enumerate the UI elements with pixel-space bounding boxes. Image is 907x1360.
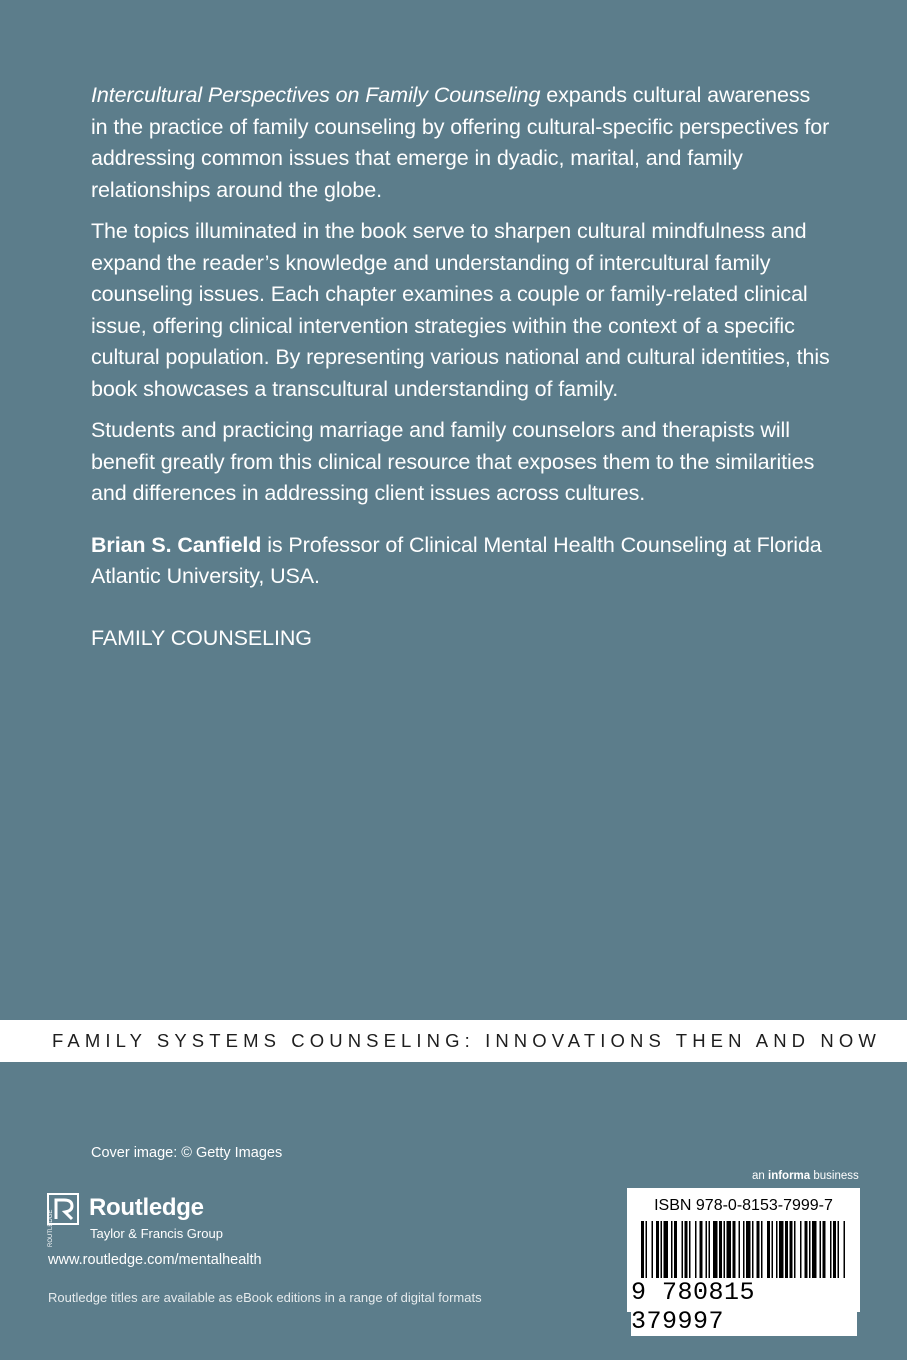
author-bio [91,530,831,593]
informa-prefix: an [752,1170,768,1182]
series-band [0,1020,907,1062]
author-name: Brian S. Canfield [91,532,262,557]
publisher-group: Taylor & Francis Group [90,1226,223,1241]
back-cover-blurb [91,80,831,664]
isbn-barcode [627,1188,860,1336]
ebook-note: Routledge titles are available as eBook editions in a range of digital formats [48,1290,482,1305]
publisher-logo [47,1193,267,1248]
informa-business-label [752,1170,859,1182]
publisher-url[interactable]: www.routledge.com/mentalhealth [48,1252,262,1268]
blurb-paragraph-3: Students and practicing marriage and family counselors and therapists will benefit greatly from this clinical resource that exposes them to the similarities and differences in addressing client issues across cultures. [91,418,815,505]
book-title: Intercultural Perspectives on Family Counseling [91,83,541,107]
svg-text:ROUTLEDGE: ROUTLEDGE [48,1209,54,1247]
isbn-label: ISBN 978-0-8153-7999-7 [654,1197,833,1214]
informa-brand: informa [768,1170,811,1182]
series-title: FAMILY SYSTEMS COUNSELING: INNOVATIONS THEN AND NOW [52,1030,881,1051]
barcode-digits: 9 780815 379997 [631,1278,857,1336]
blurb-paragraph-1-text: expands cultural awareness in the practice of family counseling by offering cultural-specific perspectives for addressing common issues that emerge in dyadic, marital, and family relationships around the globe. [91,83,830,202]
blurb-paragraph-2: The topics illuminated in the book serve to sharpen cultural mindfulness and expand the reader’s knowledge and understanding of intercultural family counseling issues. Each chapter examines a couple or family-related clinical issue, offering clinical intervention strategies within the context of a specific cultural population. By representing various national and cultural identities, this book showcases a transcultural understanding of family. [91,219,830,401]
routledge-logo-icon [47,1193,81,1248]
cover-image-credit: Cover image: © Getty Images [91,1145,283,1161]
publisher-name: Routledge [89,1194,204,1221]
informa-suffix: business [810,1170,859,1182]
subject-category: FAMILY COUNSELING [91,625,312,650]
author-bio-text: is Professor of Clinical Mental Health Counseling at Florida Atlantic University, USA. [91,532,822,588]
blurb-paragraph-1 [91,80,831,206]
